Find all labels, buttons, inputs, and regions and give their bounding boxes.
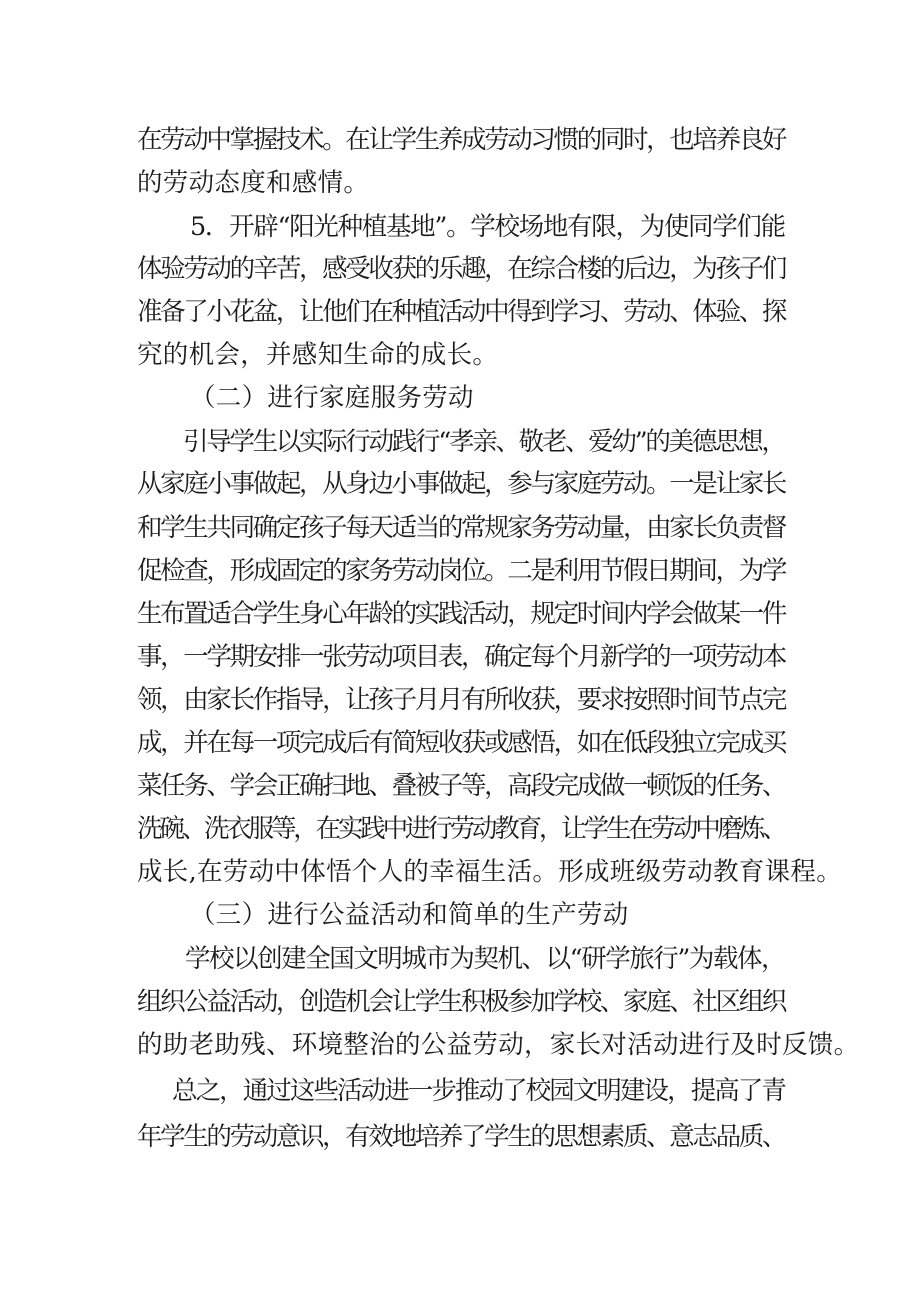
text-line: 成，并在每一项完成后有简短收获或感悟，如在低段独立完成买 (137, 728, 786, 758)
section-heading: （三）进行公益活动和简单的生产劳动 (190, 900, 629, 930)
text-line: 和学生共同确定孩子每天适当的常规家务劳动量，由家长负责督 (137, 513, 786, 543)
text-line: 总之，通过这些活动进一步推动了校园文明建设，提高了青 (172, 1076, 786, 1106)
text-line: 的助老助残、环境整治的公益劳动，家长对活动进行及时反馈。 (137, 1030, 860, 1060)
text-line: 究的机会，并感知生命的成长。 (137, 340, 499, 370)
section-heading: （二）进行家庭服务劳动 (190, 383, 474, 413)
text-line: 学校以创建全国文明城市为契机、以“研学旅行”为载体， (185, 944, 786, 974)
text-line: 年学生的劳动意识，有效地培养了学生的思想素质、意志品质、 (137, 1122, 786, 1152)
text-line: 准备了小花盆，让他们在种植活动中得到学习、劳动、体验、探 (137, 297, 786, 327)
text-line: 洗碗、洗衣服等，在实践中进行劳动教育，让学生在劳动中磨炼、 (137, 814, 785, 844)
text-line: 组织公益活动，创造机会让学生积极参加学校、家庭、社区组织 (137, 987, 786, 1017)
text-line: 事，一学期安排一张劳动项目表，确定每个月新学的一项劳动本 (137, 642, 786, 672)
text-line: 从家庭小事做起，从身边小事做起，参与家庭劳动。一是让家长 (137, 469, 786, 499)
text-line: 引导学生以实际行动践行“孝亲、敬老、爱幼”的美德思想， (183, 427, 785, 457)
text-line: 领，由家长作指导，让孩子月月有所收获，要求按照时间节点完 (137, 685, 786, 715)
text-line: 体验劳动的辛苦，感受收获的乐趣，在综合楼的后边，为孩子们 (137, 254, 786, 284)
text-line: 在劳动中掌握技术。在让学生养成劳动习惯的同时，也培养良好 (137, 125, 786, 155)
text-line: 促检查，形成固定的家务劳动岗位。二是利用节假日期间，为学 (137, 556, 786, 586)
text-line: 5．开辟“阳光种植基地”。学校场地有限，为使同学们能 (190, 212, 785, 242)
text-line: 生布置适合学生身心年龄的实践活动，规定时间内学会做某一件 (137, 599, 786, 629)
text-line: 成长,在劳动中体悟个人的幸福生活。形成班级劳动教育课程。 (137, 857, 843, 887)
text-line: 的劳动态度和感情。 (137, 168, 370, 198)
text-line: 菜任务、学会正确扫地、叠被子等，高段完成做一顿饭的任务、 (137, 771, 786, 801)
